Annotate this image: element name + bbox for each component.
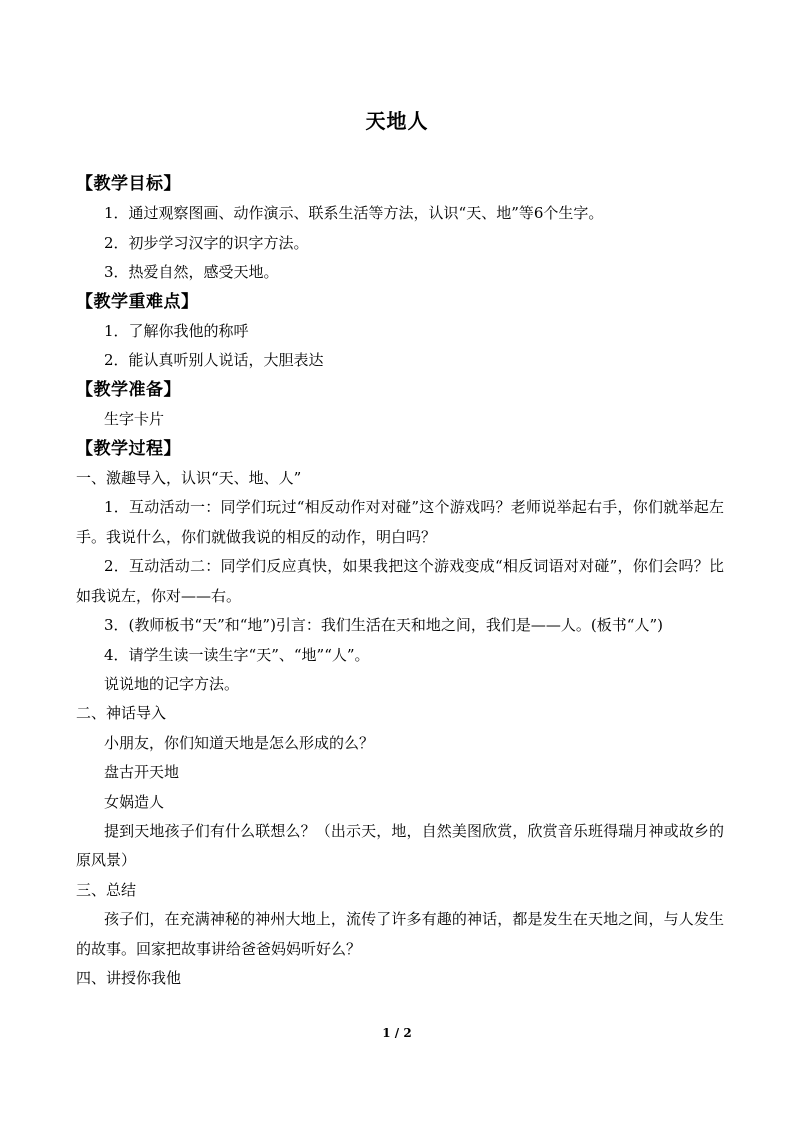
part2-line: 小朋友，你们知道天地是怎么形成的么？ <box>104 733 375 752</box>
part1-paragraph: 2．互动活动二：同学们反应真快，如果我把这个游戏变成“相反词语对对碰”，你们会吗？比如我说左，你对——右。 <box>76 557 724 605</box>
part2-title: 二、神话导入 <box>76 704 167 723</box>
part1-paragraph: 1．互动活动一：同学们玩过“相反动作对对碰”这个游戏吗？老师说举起右手，你们就举起左手。我说什么，你们就做我说的相反的动作，明白吗？ <box>76 498 724 546</box>
preparation-text: 生字卡片 <box>104 410 165 429</box>
process-heading: 【教学过程】 <box>76 438 181 459</box>
part4-title: 四、讲授你我他 <box>76 968 182 987</box>
goal-item: 1．通过观察图画、动作演示、联系生活等方法，认识“天、地”等6个生字。 <box>104 204 604 223</box>
key-point-item: 1．了解你我他的称呼 <box>104 322 249 341</box>
key-points-heading: 【教学重难点】 <box>76 291 199 312</box>
part3-title: 三、总结 <box>76 880 137 899</box>
key-point-item: 2．能认真听别人说话，大胆表达 <box>104 351 324 370</box>
goal-item: 2．初步学习汉字的识字方法。 <box>104 233 309 252</box>
document-title: 天地人 <box>365 109 429 133</box>
part1-paragraph: 说说地的记字方法。 <box>104 674 240 693</box>
part2-line: 盘古开天地 <box>104 763 180 782</box>
part1-title: 一、激趣导入，认识“天、地、人” <box>76 469 302 488</box>
goal-item: 3．热爱自然，感受天地。 <box>104 263 279 282</box>
goals-heading: 【教学目标】 <box>76 174 181 194</box>
part2-line: 女娲造人 <box>104 792 165 811</box>
part3-paragraph: 孩子们，在充满神秘的神州大地上，流传了许多有趣的神话，都是发生在天地之间，与人发生的故事。回家把故事讲给爸爸妈妈听好么？ <box>76 910 724 958</box>
preparation-heading: 【教学准备】 <box>76 379 181 400</box>
document-body <box>76 170 724 993</box>
part1-paragraph: 4．请学生读一读生字“天”、“地”“人”。 <box>104 645 370 664</box>
part1-paragraph: 3．(教师板书“天”和“地”)引言：我们生活在天和地之间，我们是——人。(板书“人”) <box>104 616 663 635</box>
page-number: 1 / 2 <box>382 1026 412 1040</box>
part2-paragraph: 提到天地孩子们有什么联想么？（出示天，地，自然美图欣赏，欣赏音乐班得瑞月神或故乡的原风景） <box>76 821 724 870</box>
